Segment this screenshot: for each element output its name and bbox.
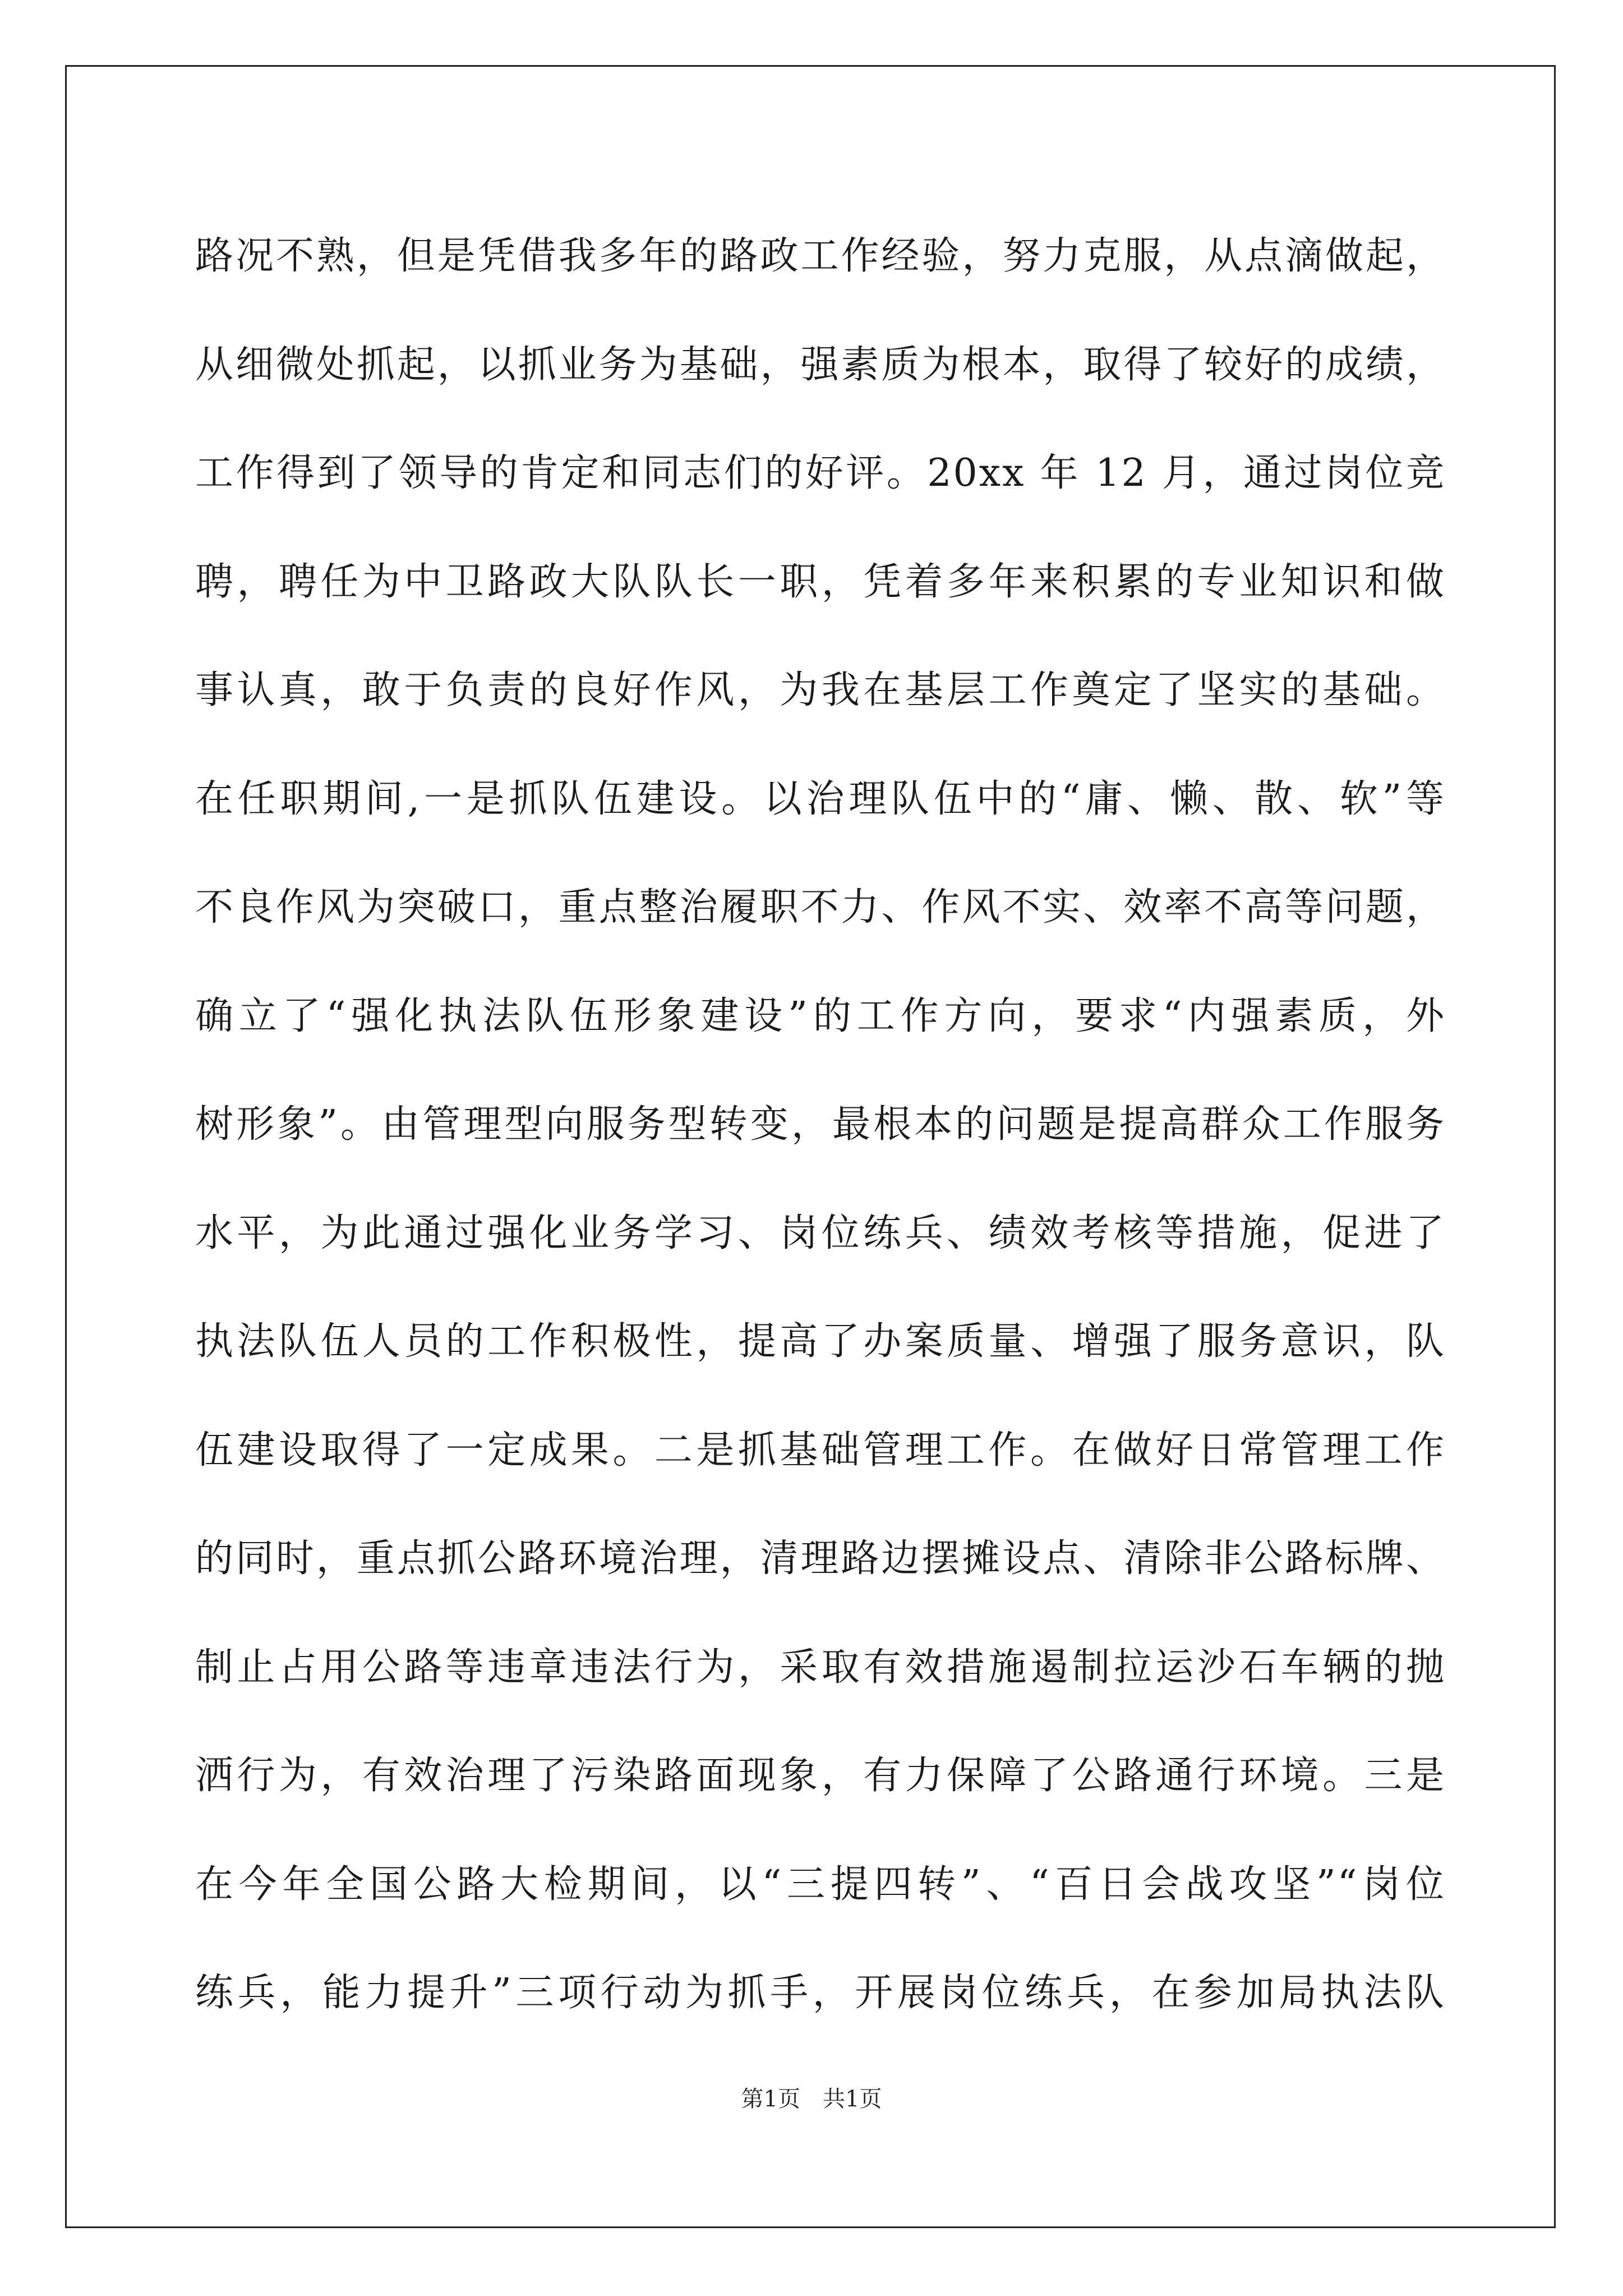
text-line: 不良作风为突破口，重点整治履职不力、作风不实、效率不高等问题， [195, 885, 1446, 930]
page-number-current: 第1页 [741, 2086, 800, 2112]
text-line: 在今年全国公路大检期间，以“三提四转”、“百日会战攻坚”“岗位 [195, 1862, 1446, 1907]
text-line: 执法队伍人员的工作积极性，提高了办案质量、增强了服务意识，队 [195, 1319, 1446, 1364]
text-line: 制止占用公路等违章违法行为，采取有效措施遏制拉运沙石车辆的抛 [195, 1645, 1446, 1690]
text-line: 从细微处抓起，以抓业务为基础，强素质为根本，取得了较好的成绩， [195, 342, 1446, 387]
text-line: 确立了“强化执法队伍形象建设”的工作方向，要求“内强素质，外 [195, 993, 1446, 1038]
text-line: 在任职期间,一是抓队伍建设。以治理队伍中的“庸、懒、散、软”等 [195, 776, 1446, 821]
page-footer [0, 2082, 1623, 2116]
text-line: 路况不熟，但是凭借我多年的路政工作经验，努力克服，从点滴做起， [195, 234, 1446, 278]
text-line: 事认真，敢于负责的良好作风，为我在基层工作奠定了坚实的基础。 [195, 668, 1446, 712]
page-number-total: 共1页 [823, 2086, 882, 2112]
text-line: 的同时，重点抓公路环境治理，清理路边摆摊设点、清除非公路标牌、 [195, 1536, 1446, 1581]
text-line: 水平，为此通过强化业务学习、岗位练兵、绩效考核等措施，促进了 [195, 1211, 1446, 1255]
text-line: 树形象”。由管理型向服务型转变，最根本的问题是提高群众工作服务 [195, 1102, 1446, 1147]
text-line: 聘，聘任为中卫路政大队队长一职，凭着多年来积累的专业知识和做 [195, 559, 1446, 604]
document-body [195, 202, 1446, 2047]
text-line: 伍建设取得了一定成果。二是抓基础管理工作。在做好日常管理工作 [195, 1428, 1446, 1473]
text-line: 工作得到了领导的肯定和同志们的好评。20xx 年 12 月，通过岗位竞 [195, 451, 1446, 495]
text-line: 洒行为，有效治理了污染路面现象，有力保障了公路通行环境。三是 [195, 1754, 1446, 1798]
text-line: 练兵，能力提升”三项行动为抓手，开展岗位练兵，在参加局执法队 [195, 1971, 1446, 2015]
